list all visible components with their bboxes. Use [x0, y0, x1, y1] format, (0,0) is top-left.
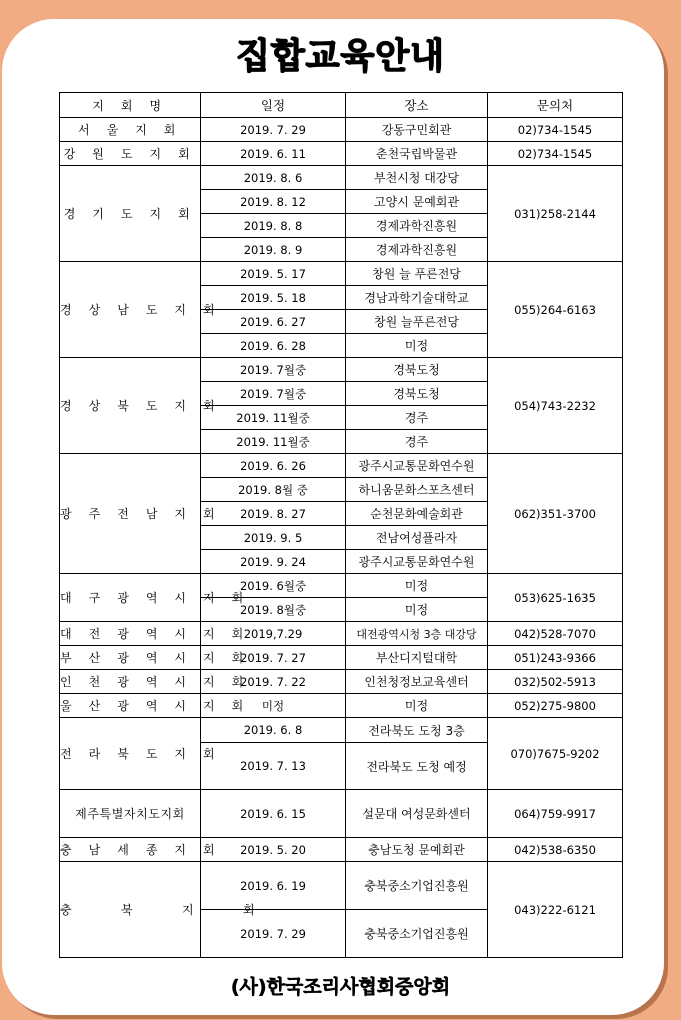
session-date: 2019. 7월중	[201, 382, 346, 406]
table-row	[60, 718, 623, 743]
branch-name: 울 산 광 역 시 지 회	[60, 694, 201, 718]
session-place: 창원 늘푸른전당	[346, 310, 488, 334]
session-date: 2019. 5. 18	[201, 286, 346, 310]
table-row	[60, 574, 623, 598]
session-place: 미정	[346, 574, 488, 598]
session-date: 2019. 6. 28	[201, 334, 346, 358]
session-date: 2019,7.29	[201, 622, 346, 646]
session-place: 부천시청 대강당	[346, 166, 488, 190]
session-date: 2019. 8월중	[201, 598, 346, 622]
branch-contact: 054)743-2232	[488, 358, 623, 454]
page-title: 집합교육안내	[236, 37, 445, 77]
session-place: 강동구민회관	[346, 118, 488, 142]
session-place: 경주	[346, 406, 488, 430]
branch-contact: 043)222-6121	[488, 862, 623, 958]
branch-name: 경 기 도 지 회	[60, 166, 201, 262]
session-place: 창원 늘 푸른전당	[346, 262, 488, 286]
branch-contact: 051)243-9366	[488, 646, 623, 670]
header-contact: 문의처	[488, 93, 623, 118]
table-row	[60, 622, 623, 646]
branch-name: 강 원 도 지 회	[60, 142, 201, 166]
table-row	[60, 358, 623, 382]
session-date: 2019. 7. 27	[201, 646, 346, 670]
table-row	[60, 646, 623, 670]
session-date: 2019. 8. 8	[201, 214, 346, 238]
session-date: 2019. 5. 17	[201, 262, 346, 286]
table-row	[60, 694, 623, 718]
session-date: 2019. 7월중	[201, 358, 346, 382]
session-place: 순천문화예술회관	[346, 502, 488, 526]
session-place: 경남과학기술대학교	[346, 286, 488, 310]
table-row	[60, 142, 623, 166]
branch-contact: 070)7675-9202	[488, 718, 623, 790]
session-date: 2019. 8월 중	[201, 478, 346, 502]
session-place: 광주시교통문화연수원	[346, 454, 488, 478]
session-place: 광주시교통문화연수원	[346, 550, 488, 574]
branch-contact: 052)275-9800	[488, 694, 623, 718]
branch-name: 대 전 광 역 시 지 회	[60, 622, 201, 646]
branch-contact: 02)734-1545	[488, 118, 623, 142]
branch-contact: 064)759-9917	[488, 790, 623, 838]
session-place: 하니움문화스포츠센터	[346, 478, 488, 502]
table-row	[60, 262, 623, 286]
branch-contact: 042)528-7070	[488, 622, 623, 646]
session-place: 전라북도 도청 예정	[346, 743, 488, 790]
branch-name: 충 남 세 종 지 회	[60, 838, 201, 862]
branch-name: 부 산 광 역 시 지 회	[60, 646, 201, 670]
session-place: 경북도청	[346, 358, 488, 382]
table-row	[60, 790, 623, 838]
session-date: 2019. 7. 22	[201, 670, 346, 694]
session-date: 2019. 9. 24	[201, 550, 346, 574]
session-place: 전남여성플라자	[346, 526, 488, 550]
session-place: 경제과학진흥원	[346, 238, 488, 262]
session-date: 2019. 8. 6	[201, 166, 346, 190]
session-date: 2019. 11월중	[201, 406, 346, 430]
session-date: 미정	[201, 694, 346, 718]
organization-name: (사)한국조리사협회중앙회	[230, 976, 451, 998]
branch-name: 광 주 전 남 지 회	[60, 454, 201, 574]
branch-contact: 062)351-3700	[488, 454, 623, 574]
table-row	[60, 670, 623, 694]
branch-contact: 02)734-1545	[488, 142, 623, 166]
branch-name: 충 북 지 회	[60, 862, 201, 958]
session-date: 2019. 6. 11	[201, 142, 346, 166]
branch-name: 경 상 남 도 지 회	[60, 262, 201, 358]
branch-contact: 032)502-5913	[488, 670, 623, 694]
session-place: 충남도청 문예회관	[346, 838, 488, 862]
branch-contact: 031)258-2144	[488, 166, 623, 262]
header-row	[60, 93, 623, 118]
table-row	[60, 862, 623, 910]
session-place: 충북중소기업진흥원	[346, 862, 488, 910]
session-place: 부산디지털대학	[346, 646, 488, 670]
session-date: 2019. 8. 12	[201, 190, 346, 214]
branch-name: 대 구 광 역 시 지 회	[60, 574, 201, 622]
session-place: 대전광역시청 3층 대강당	[346, 622, 488, 646]
session-place: 춘천국립박물관	[346, 142, 488, 166]
session-date: 2019. 11월중	[201, 430, 346, 454]
branch-contact: 053)625-1635	[488, 574, 623, 622]
header-date: 일정	[201, 93, 346, 118]
branch-name: 제주특별자치도지회	[60, 790, 201, 838]
branch-name: 서 울 지 회	[60, 118, 201, 142]
branch-name: 인 천 광 역 시 지 회	[60, 670, 201, 694]
session-date: 2019. 8. 27	[201, 502, 346, 526]
session-place: 인천청정보교육센터	[346, 670, 488, 694]
session-date: 2019. 7. 29	[201, 118, 346, 142]
session-place: 미정	[346, 694, 488, 718]
session-place: 충북중소기업진흥원	[346, 910, 488, 958]
session-place: 미정	[346, 334, 488, 358]
table-row	[60, 454, 623, 478]
session-place: 경북도청	[346, 382, 488, 406]
session-place: 경제과학진흥원	[346, 214, 488, 238]
table-row	[60, 838, 623, 862]
session-place: 미정	[346, 598, 488, 622]
session-date: 2019. 6. 26	[201, 454, 346, 478]
session-place: 설문대 여성문화센터	[346, 790, 488, 838]
table-row	[60, 118, 623, 142]
header-region: 지 회 명	[60, 93, 201, 118]
session-date: 2019. 7. 29	[201, 910, 346, 958]
session-place: 고양시 문예회관	[346, 190, 488, 214]
branch-contact: 055)264-6163	[488, 262, 623, 358]
session-date: 2019. 5. 20	[201, 838, 346, 862]
session-date: 2019. 7. 13	[201, 743, 346, 790]
session-date: 2019. 6. 8	[201, 718, 346, 743]
schedule-table	[59, 92, 623, 958]
session-date: 2019. 6. 15	[201, 790, 346, 838]
session-date: 2019. 9. 5	[201, 526, 346, 550]
session-place: 경주	[346, 430, 488, 454]
session-date: 2019. 8. 9	[201, 238, 346, 262]
session-date: 2019. 6. 19	[201, 862, 346, 910]
header-place: 장소	[346, 93, 488, 118]
branch-name: 경 상 북 도 지 회	[60, 358, 201, 454]
session-date: 2019. 6. 27	[201, 310, 346, 334]
table-row	[60, 166, 623, 190]
branch-contact: 042)538-6350	[488, 838, 623, 862]
session-place: 전라북도 도청 3층	[346, 718, 488, 743]
session-date: 2019. 6월중	[201, 574, 346, 598]
branch-name: 전 라 북 도 지 회	[60, 718, 201, 790]
